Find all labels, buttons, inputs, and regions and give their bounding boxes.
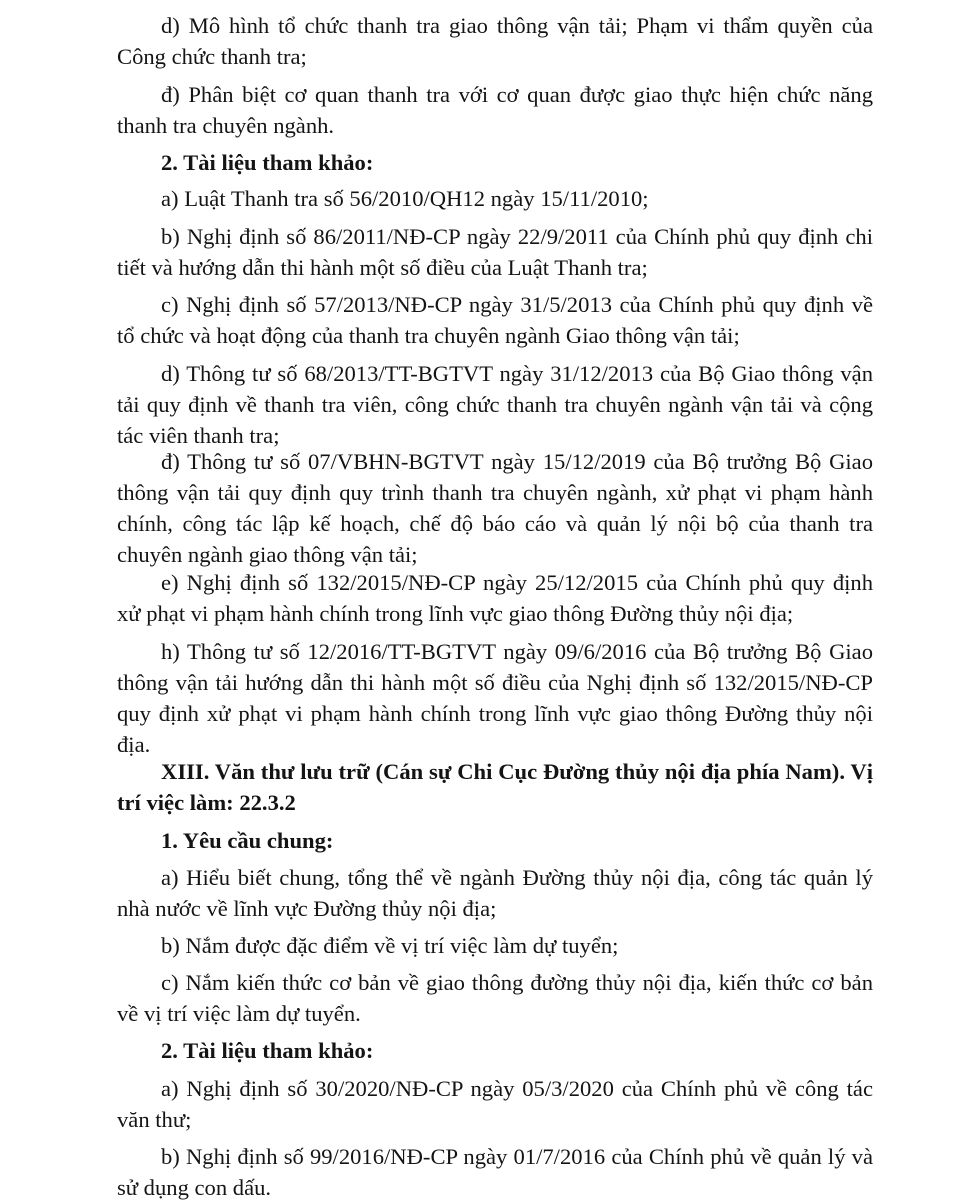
heading-section-xiii: XIII. Văn thư lưu trữ (Cán sự Chi Cục Đường thủy nội địa phía Nam). Vị trí việc làm: 22.3.2 [117,759,873,815]
paragraph-ref-dd: đ) Thông tư số 07/VBHN-BGTVT ngày 15/12/2019 của Bộ trưởng Bộ Giao thông vận tải quy định quy trình thanh tra chuyên ngành, xử phạt vi phạm hành chính, công tác lập kế hoạch, chế độ báo cáo và quản lý nội bộ của thanh tra chuyên ngành giao thông vận tải; [117,449,873,567]
paragraph-ref-h: h) Thông tư số 12/2016/TT-BGTVT ngày 09/6/2016 của Bộ trưởng Bộ Giao thông vận tải hướng dẫn thi hành một số điều của Nghị định số 132/2015/NĐ-CP quy định xử phạt vi phạm hành chính trong lĩnh vực giao thông Đường thủy nội địa. [117,639,873,757]
paragraph-ref-a: a) Luật Thanh tra số 56/2010/QH12 ngày 15/11/2010; [161,186,649,211]
paragraph-ref-c: c) Nghị định số 57/2013/NĐ-CP ngày 31/5/2013 của Chính phủ quy định về tổ chức và hoạt động của thanh tra chuyên ngành Giao thông vận tải; [117,292,873,348]
paragraph-req-a: a) Hiểu biết chung, tổng thể về ngành Đường thủy nội địa, công tác quản lý nhà nước về lĩnh vực Đường thủy nội địa; [117,865,873,921]
paragraph-req-c: c) Nắm kiến thức cơ bản về giao thông đường thủy nội địa, kiến thức cơ bản về vị trí việc làm dự tuyển. [117,970,873,1026]
paragraph-ref-d: d) Thông tư số 68/2013/TT-BGTVT ngày 31/12/2013 của Bộ Giao thông vận tải quy định về thanh tra viên, công chức thanh tra chuyên ngành vận tải và cộng tác viên thanh tra; [117,361,873,448]
heading-references-2: 2. Tài liệu tham khảo: [161,1038,374,1063]
paragraph-inspection-model: d) Mô hình tổ chức thanh tra giao thông vận tải; Phạm vi thẩm quyền của Công chức thanh tra; [117,13,873,69]
heading-general-requirements: 1. Yêu cầu chung: [161,828,334,853]
paragraph-req-b: b) Nắm được đặc điểm về vị trí việc làm dự tuyển; [161,933,619,958]
paragraph-ref2-b: b) Nghị định số 99/2016/NĐ-CP ngày 01/7/2016 của Chính phủ về quản lý và sử dụng con dấu. [117,1144,873,1200]
paragraph-ref2-a: a) Nghị định số 30/2020/NĐ-CP ngày 05/3/2020 của Chính phủ về công tác văn thư; [117,1076,873,1132]
heading-references-1: 2. Tài liệu tham khảo: [161,150,374,175]
paragraph-ref-e: e) Nghị định số 132/2015/NĐ-CP ngày 25/12/2015 của Chính phủ quy định xử phạt vi phạm hành chính trong lĩnh vực giao thông Đường thủy nội địa; [117,570,873,626]
paragraph-ref-b: b) Nghị định số 86/2011/NĐ-CP ngày 22/9/2011 của Chính phủ quy định chi tiết và hướng dẫn thi hành một số điều của Luật Thanh tra; [117,224,873,280]
paragraph-inspection-distinction: đ) Phân biệt cơ quan thanh tra với cơ quan được giao thực hiện chức năng thanh tra chuyên ngành. [117,82,873,138]
